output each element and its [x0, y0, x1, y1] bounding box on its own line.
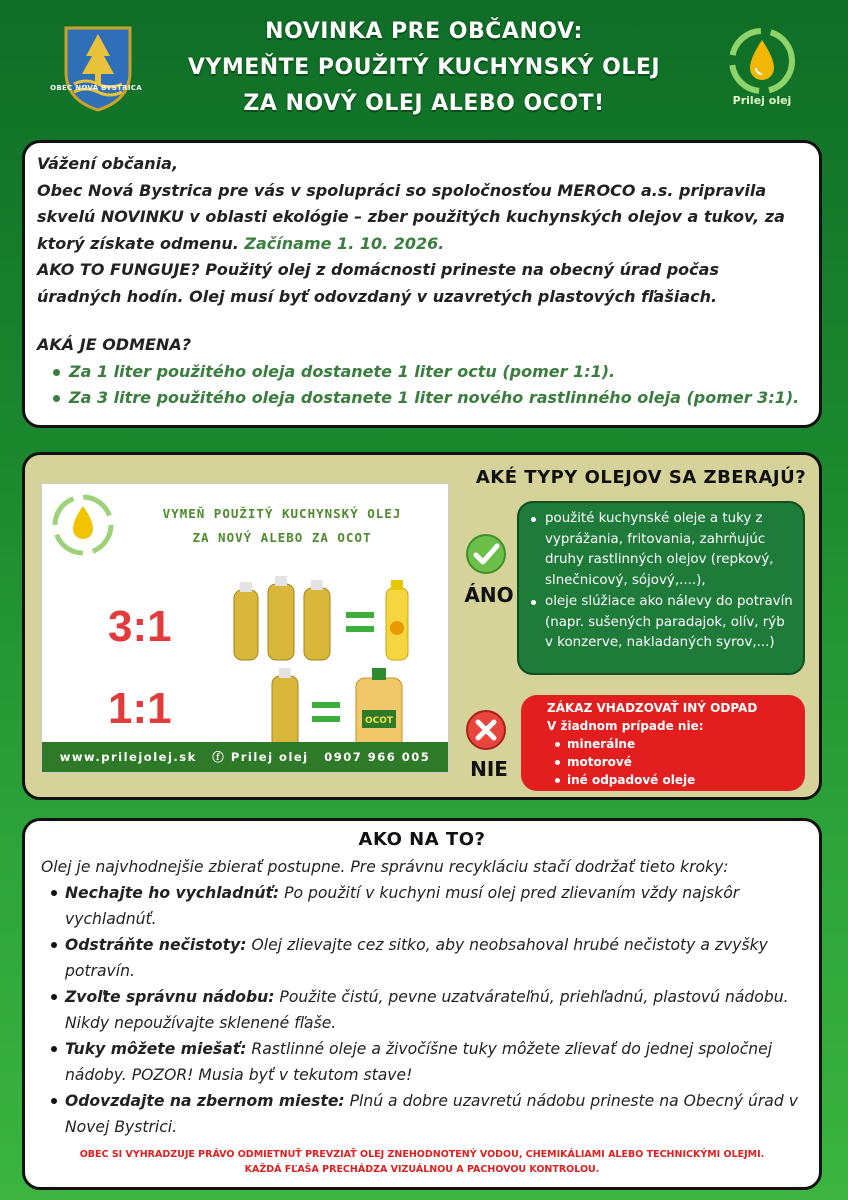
- how-to-intro: Olej je najvhodnejšie zbierať postupne. Pre správnu recykláciu stačí dodržať tieto kroky:: [41, 858, 729, 876]
- title-line-2: VYMEŇTE POUŽITÝ KUCHYNSKÝ OLEJ: [187, 55, 661, 80]
- facebook-icon: ⓕ: [212, 750, 231, 764]
- three-bottles-equals-oil-icon: [228, 576, 418, 666]
- exchange-poster-image: [41, 483, 449, 773]
- prilej-olej-logo: [722, 26, 802, 96]
- oil-types-panel: [22, 452, 822, 800]
- forbidden-item: motorové: [553, 753, 795, 771]
- no-label: NIE: [470, 757, 508, 781]
- prilej-olej-logo-text: Prilej olej: [732, 94, 792, 107]
- disclaimer: [25, 1147, 819, 1177]
- forbidden-title: ZÁKAZ VHADZOVAŤ INÝ ODPAD: [547, 701, 758, 715]
- forbidden-subtitle: V žiadnom prípade nie:: [547, 719, 704, 733]
- step-heading: Odovzdajte na zbernom mieste:: [65, 1092, 345, 1110]
- steps-list: [49, 880, 809, 1140]
- greeting: Vážení občania,: [37, 154, 179, 173]
- step-heading: Zvoľte správnu nádobu:: [65, 988, 275, 1006]
- accepted-oils-list: [529, 509, 795, 654]
- step-item: [49, 932, 809, 984]
- step-item: [49, 1036, 809, 1088]
- step-text: Použite čistú, pevne uzatvárateľnú, priehľadnú, plastovú nádobu. Nikdy nepoužívajte sklenené fľaše.: [65, 988, 789, 1032]
- disclaimer-line-2: KAŽDÁ FĽAŠA PRECHÁDZA VIZUÁLNOU A PACHOVOU KONTROLOU.: [244, 1164, 600, 1175]
- reward-title: AKÁ JE ODMENA?: [37, 335, 191, 354]
- step-item: [49, 984, 809, 1036]
- reward-list: [51, 359, 807, 412]
- how-to-title: AKO NA TO?: [358, 829, 486, 850]
- title-line-3: ZA NOVÝ OLEJ ALEBO OCOT!: [243, 91, 605, 116]
- cross-icon: [465, 709, 507, 751]
- poster-title-line-2: ZA NOVÝ ALEBO ZA OCOT: [192, 530, 372, 545]
- oil-types-title: AKÉ TYPY OLEJOV SA ZBERAJÚ?: [475, 467, 807, 488]
- accepted-oils-box: [517, 501, 805, 675]
- how-it-works-text: AKO TO FUNGUJE? Použitý olej z domácnosti prineste na obecný úrad počas úradných hodín. Olej musí byť odovzdaný v uzavretých plastových fľašiach.: [37, 260, 719, 306]
- forbidden-item: iné odpadové oleje: [553, 771, 795, 789]
- recycle-oil-icon: [50, 492, 116, 558]
- poster-title: [122, 502, 442, 550]
- poster-footer: [42, 742, 448, 772]
- disclaimer-line-1: OBEC SI VYHRADZUJE PRÁVO ODMIETNUŤ PREVZIAŤ OLEJ ZNEHODNOTENÝ VODOU, CHEMIKÁLIAMI ALEBO TECHNICKÝMI OLEJMI.: [79, 1149, 765, 1160]
- step-text: Plnú a dobre uzavretú nádobu prineste na Obecný úrad v Novej Bystrici.: [65, 1092, 798, 1136]
- reward-item: Za 3 litre použitého oleja dostanete 1 liter nového rastlinného oleja (pomer 3:1).: [51, 385, 807, 412]
- step-heading: Odstráňte nečistoty:: [65, 936, 247, 954]
- step-item: [49, 1088, 809, 1140]
- poster-phone: 0907 966 005: [324, 750, 431, 764]
- crest-caption: OBEC NOVÁ BYSTRICA: [50, 84, 142, 92]
- forbidden-item: minerálne: [553, 735, 795, 753]
- step-item: [49, 880, 809, 932]
- step-text: Po použití v kuchyni musí olej pred zlievaním vždy najskôr vychladnúť.: [65, 884, 740, 928]
- reward-item: Za 1 liter použitého oleja dostanete 1 liter octu (pomer 1:1).: [51, 359, 807, 386]
- accepted-oil-item: použité kuchynské oleje a tuky z vyprážania, fritovania, zahrňujúc druhy rastlinných olejov (repkový, slnečnicový, sójový,....),: [529, 509, 795, 592]
- poster-facebook-text: Prilej olej: [230, 750, 309, 764]
- page-title: [170, 14, 678, 122]
- ratio-three-to-one: 3:1: [108, 602, 172, 651]
- municipality-crest-logo: [58, 22, 138, 112]
- accepted-oil-item: oleje slúžiace ako nálevy do potravín (napr. sušených paradajok, olív, rýb v konzerve, nakladaných syrov,...): [529, 592, 795, 654]
- step-heading: Nechajte ho vychladnúť:: [65, 884, 280, 902]
- poster-facebook: [212, 749, 308, 765]
- step-heading: Tuky môžete miešať:: [65, 1040, 247, 1058]
- yes-label: ÁNO: [464, 583, 514, 607]
- poster-title-line-1: VYMEŇ POUŽITÝ KUCHYNSKÝ OLEJ: [162, 506, 402, 521]
- ocot-label: OCOT: [364, 716, 394, 726]
- start-date: Začíname 1. 10. 2026.: [244, 233, 445, 253]
- bottle-equals-vinegar-icon: [268, 664, 428, 754]
- step-text: Rastlinné oleje a živočíšne tuky môžete zlievať do jednej spoločnej nádoby. POZOR! Musia byť v tekutom stave!: [65, 1040, 773, 1084]
- intro-paragraph: [37, 178, 807, 258]
- poster-website: www.prilejolej.sk: [59, 750, 197, 764]
- intro-text: Obec Nová Bystrica pre vás v spolupráci so spoločnosťou MEROCO a.s. pripravila skvelú NOVINKU v oblasti ekológie – zber použitých kuchynských olejov a tukov, za ktorý získate odmenu.: [37, 180, 785, 253]
- title-line-1: NOVINKA PRE OBČANOV:: [265, 19, 583, 44]
- ratio-one-to-one: 1:1: [108, 684, 172, 733]
- check-icon: [465, 533, 507, 575]
- intro-panel: [22, 140, 822, 428]
- how-to-panel: [22, 818, 822, 1190]
- forbidden-list: [553, 735, 795, 789]
- forbidden-waste-box: [521, 695, 805, 791]
- header: [0, 0, 848, 140]
- step-text: Olej zlievajte cez sitko, aby neobsahoval hrubé nečistoty a zvyšky potravín.: [65, 936, 768, 980]
